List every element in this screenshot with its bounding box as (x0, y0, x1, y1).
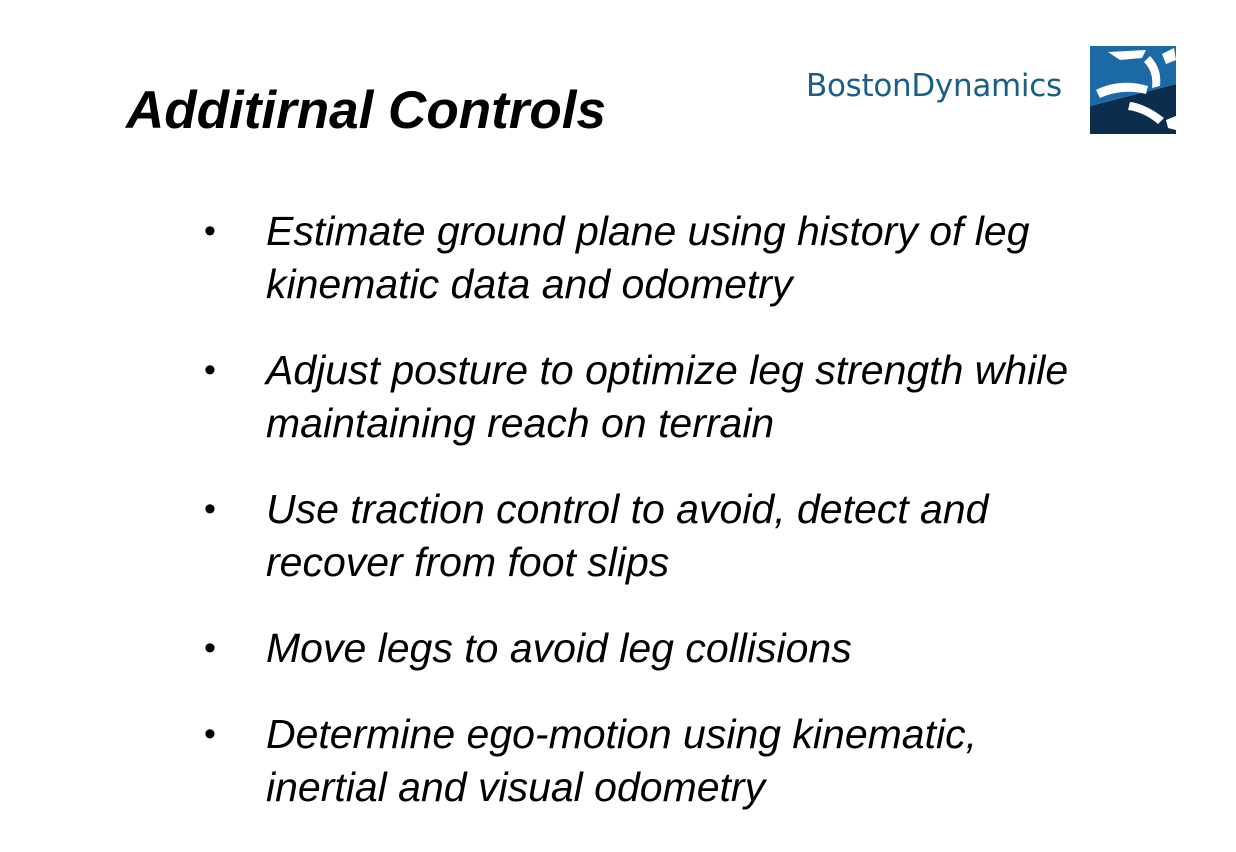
list-item (204, 622, 1104, 675)
logo-text: BostonDynamics (806, 68, 1062, 104)
bullet-text: Move legs to avoid leg collisions (266, 625, 852, 671)
bullet-text: Use traction control to avoid, detect and recover from foot slips (266, 486, 989, 585)
list-item (204, 483, 1104, 589)
bullet-marker: • (204, 629, 216, 667)
list-item (204, 205, 1104, 311)
boston-dynamics-logo-icon (1090, 46, 1176, 134)
bullet-marker: • (204, 351, 216, 389)
bullet-marker: • (204, 715, 216, 753)
bullet-text: Adjust posture to optimize leg strength while maintaining reach on terrain (266, 347, 1069, 446)
list-item (204, 344, 1104, 450)
bullet-text: Determine ego-motion using kinematic, inertial and visual odometry (266, 711, 977, 810)
bullet-list (204, 205, 1104, 847)
list-item (204, 708, 1104, 814)
bullet-text: Estimate ground plane using history of leg kinematic data and odometry (266, 208, 1030, 307)
slide-title: Additirnal Controls (126, 81, 606, 140)
boston-dynamics-logo (806, 46, 1176, 134)
bullet-marker: • (204, 490, 216, 528)
bullet-marker: • (204, 212, 216, 250)
